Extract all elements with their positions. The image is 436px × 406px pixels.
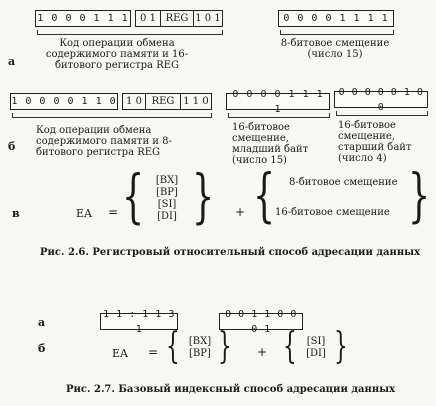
mod-bits-a: 0 1 [135, 10, 161, 27]
fig27-row-a-letter: а [38, 316, 46, 329]
mod-bits-b: 1 0 [122, 93, 146, 110]
base-bp: [BP] [189, 348, 211, 359]
reg-bx: [BX] [155, 175, 179, 186]
disp-bits-a [278, 10, 394, 27]
bracket-left-b [12, 113, 212, 118]
index-di: [DI] [306, 348, 326, 359]
ea-label: EA [76, 207, 92, 220]
index-si: [SI] [306, 336, 326, 347]
disp-16bit: 16-битовое смещение [275, 207, 390, 218]
bracket-right-a [280, 30, 394, 35]
caption-mid-b: 16-битовое смещение, младший байт (число 15) [232, 122, 309, 166]
fig27-right-brace-base: } [218, 326, 232, 367]
fig27-left-brace-index: { [283, 326, 297, 367]
fig27-index-list [298, 336, 334, 360]
fig27-left-brace-base: { [166, 326, 180, 367]
plus-sign: + [235, 205, 246, 219]
fig27-plus: + [257, 345, 268, 359]
disp-lo-bits-text: 0 0 0 0 1 1 1 1 [232, 88, 324, 115]
fig-2-7-title: Рис. 2.7. Базовый индексный способ адресации данных [66, 384, 396, 395]
caption-right-b: 16-битовое смещение, старший байт (число 4) [338, 120, 412, 164]
row-a-letter: а [8, 55, 16, 68]
opcode-bits-text: 1 0 0 0 1 1 1 [37, 13, 129, 24]
caption-right-a: 8-битовое смещение (число 15) [280, 38, 390, 60]
bracket-mid-b [228, 113, 330, 118]
fig27-bits2-text: 0 0 1 1 0 0 0 1 [225, 308, 297, 335]
disp-8bit: 8-битовое смещение [289, 177, 398, 188]
reg-di: [DI] [157, 211, 177, 222]
opcode-bits-text: 1 0 0 0 0 1 1 0 [11, 96, 117, 107]
row-b-letter: б [8, 140, 16, 153]
opcode-bits-a [35, 10, 131, 27]
reg-list [147, 175, 187, 223]
fig-2-6-title: Рис. 2.6. Регистровый относительный способ адресации данных [40, 247, 421, 258]
equals-sign: = [108, 205, 119, 219]
disp-hi-bits-text: 0 0 0 0 0 1 0 0 [338, 86, 424, 113]
reg-bp: [BP] [156, 187, 178, 198]
opcode-bits-b [10, 93, 118, 110]
bracket-left-a [37, 30, 223, 35]
rm-bits-b: 1 1 0 [180, 93, 212, 110]
fig27-base-list [182, 336, 218, 360]
right-brace-regs: } [192, 162, 215, 230]
fig27-ea-label: EA [112, 347, 128, 360]
reg-field-b: REG [145, 93, 181, 110]
disp-lo-bits-b [226, 88, 330, 115]
reg-si: [SI] [157, 199, 177, 210]
right-brace-disp: } [408, 161, 431, 229]
caption-left-b: Код операции обмена содержимого памяти и 8-битового регистра REG [36, 125, 172, 158]
rm-bits-a: 1 0 1 [193, 10, 223, 27]
disp-bits-text: 0 0 0 0 1 1 1 1 [283, 13, 389, 24]
caption-left-a: Код операции обмена содержимого памяти и 16-битового регистра REG [45, 38, 189, 71]
bracket-right-b [336, 111, 428, 116]
fig27-right-brace-index: } [334, 326, 348, 367]
left-brace-regs: { [122, 162, 145, 230]
fig27-row-b-letter: б [38, 342, 46, 355]
disp-hi-bits-b [334, 86, 428, 113]
left-brace-disp: { [253, 161, 276, 229]
fig27-equals: = [148, 345, 159, 359]
row-c-letter: в [12, 207, 20, 220]
spacer [275, 189, 415, 207]
reg-field-a: REG [160, 10, 194, 27]
disp-list [275, 177, 415, 219]
base-bx: [BX] [188, 336, 212, 347]
fig27-bits1-text: 1 1 : 1 1 3 1 [103, 308, 175, 335]
